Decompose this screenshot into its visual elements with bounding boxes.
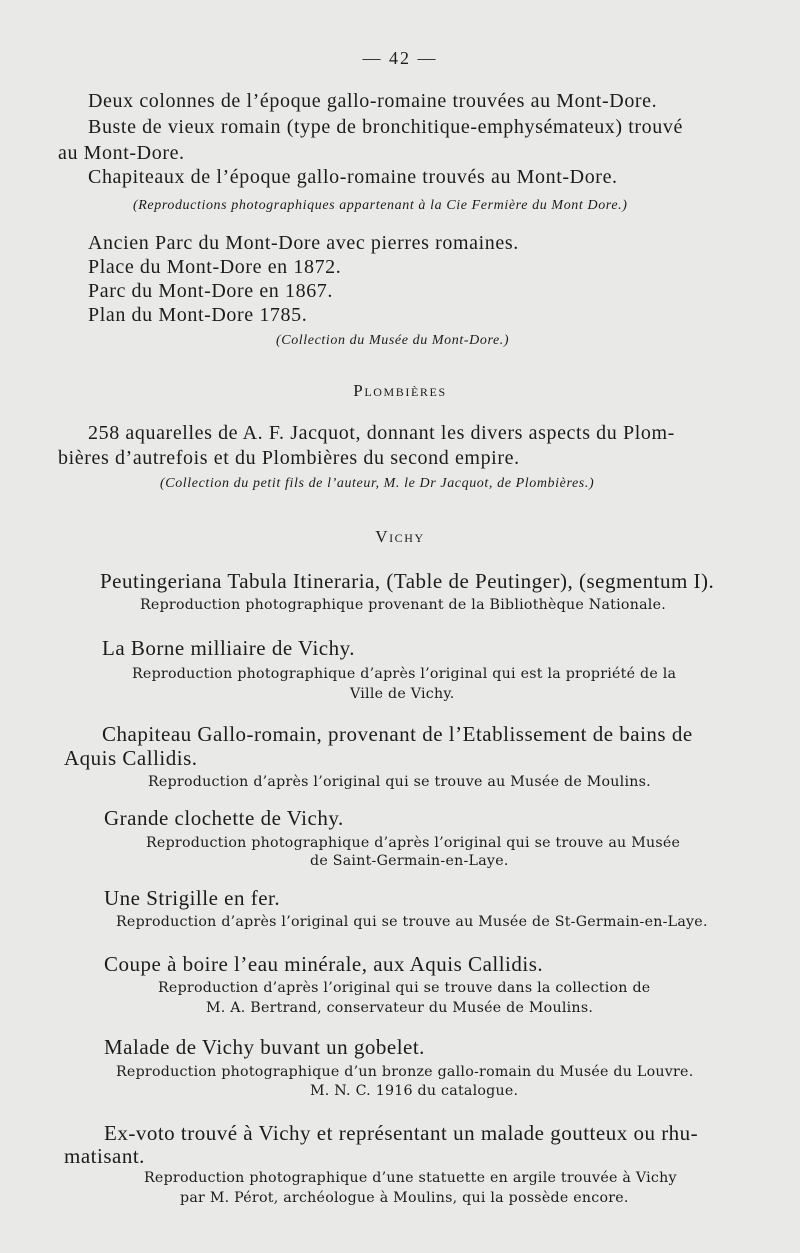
entry-description: Ville de Vichy. [350, 686, 455, 702]
entry-description: M. N. C. 1916 du catalogue. [310, 1083, 519, 1099]
entry-description: Reproduction photographique d’après l’original qui se trouve au Musée [146, 835, 681, 851]
entry-text: Chapiteaux de l’époque gallo-romaine trouvés au Mont-Dore. [88, 166, 618, 188]
entry-title: Peutingeriana Tabula Itineraria, (Table de Peutinger), (segmentum I). [100, 569, 715, 593]
credit-line: (Collection du petit fils de l’auteur, M. le Dr Jacquot, de Plombières.) [160, 476, 595, 491]
entry-title: Grande clochette de Vichy. [104, 806, 344, 830]
credit-line: (Collection du Musée du Mont-Dore.) [276, 333, 510, 348]
entry-text: Plan du Mont-Dore 1785. [88, 304, 308, 326]
entry-title: Une Strigille en fer. [104, 886, 281, 910]
entry-text: Deux colonnes de l’époque gallo-romaine trouvées au Mont-Dore. [88, 90, 658, 112]
entry-title: Aquis Callidis. [64, 746, 198, 770]
entry-title: Malade de Vichy buvant un gobelet. [104, 1035, 425, 1059]
page-number: — 42 — [362, 48, 438, 68]
entry-description: Reproduction photographique d’un bronze gallo-romain du Musée du Louvre. [116, 1064, 694, 1080]
entry-description: Reproduction d’après l’original qui se trouve au Musée de St-Germain-en-Laye. [116, 914, 708, 930]
entry-description: Reproduction photographique provenant de la Bibliothèque Nationale. [140, 597, 667, 613]
entry-text: bières d’autrefois et du Plombières du second empire. [58, 447, 520, 469]
entry-text: Ancien Parc du Mont-Dore avec pierres romaines. [88, 232, 519, 254]
entry-title: Chapiteau Gallo-romain, provenant de l’Etablissement de bains de [102, 722, 693, 746]
entry-title: Coupe à boire l’eau minérale, aux Aquis Callidis. [104, 952, 544, 976]
entry-description: M. A. Bertrand, conservateur du Musée de Moulins. [206, 1000, 594, 1016]
entry-text: au Mont-Dore. [58, 142, 185, 164]
entry-description: Reproduction d’après l’original qui se trouve dans la collection de [158, 980, 651, 996]
entry-description: Reproduction photographique d’une statuette en argile trouvée à Vichy [144, 1170, 677, 1186]
entry-title: matisant. [64, 1144, 145, 1168]
section-heading-plombieres: Plombières [353, 381, 447, 400]
entry-description: par M. Pérot, archéologue à Moulins, qui la possède encore. [180, 1190, 629, 1206]
entry-description: Reproduction d’après l’original qui se trouve au Musée de Moulins. [148, 774, 651, 790]
entry-description: de Saint-Germain-en-Laye. [310, 853, 509, 869]
entry-title: Ex-voto trouvé à Vichy et représentant un malade goutteux ou rhu- [104, 1121, 699, 1145]
entry-text: Place du Mont-Dore en 1872. [88, 256, 342, 278]
entry-text: Parc du Mont-Dore en 1867. [88, 280, 333, 302]
entry-text: Buste de vieux romain (type de bronchitique-emphysémateux) trouvé [88, 116, 683, 138]
credit-line: (Reproductions photographiques appartenant à la Cie Fermière du Mont Dore.) [133, 198, 628, 213]
entry-title: La Borne milliaire de Vichy. [102, 636, 355, 660]
section-heading-vichy: Vichy [375, 527, 425, 546]
entry-text: 258 aquarelles de A. F. Jacquot, donnant les divers aspects du Plom- [88, 422, 675, 444]
entry-description: Reproduction photographique d’après l’original qui est la propriété de la [132, 666, 677, 682]
